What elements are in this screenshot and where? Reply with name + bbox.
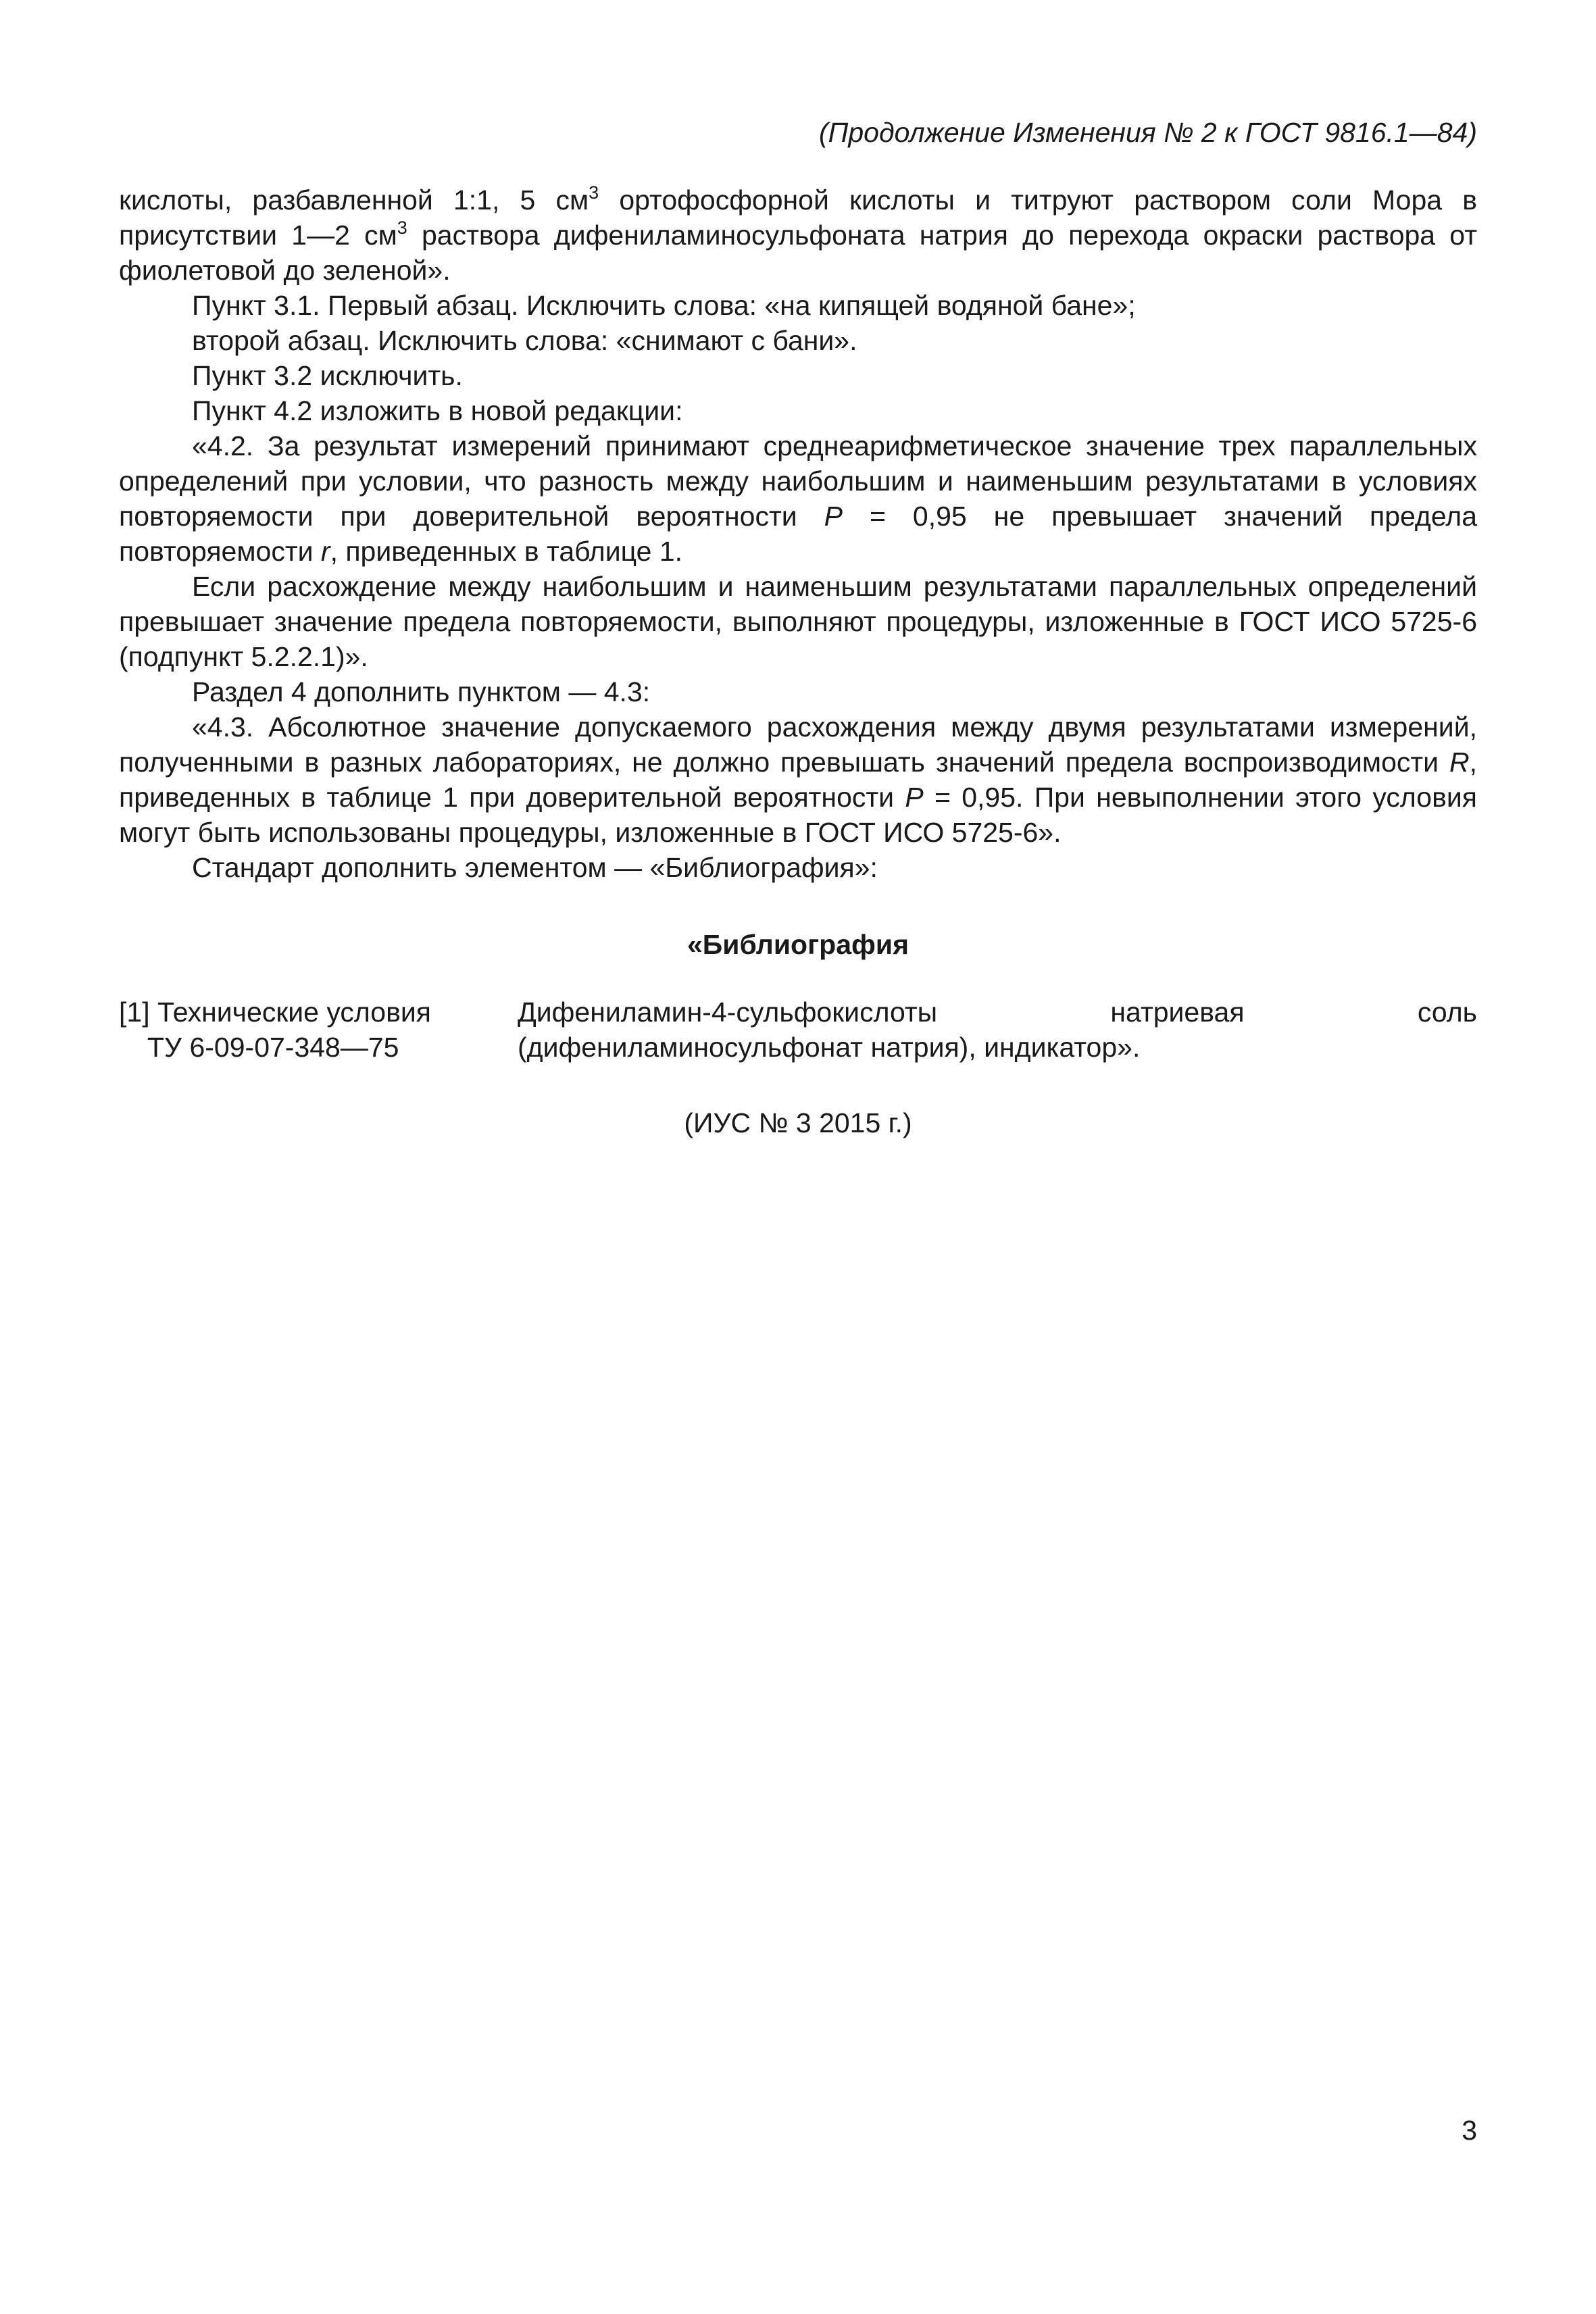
superscript: 3 [589,182,599,203]
text-segment: , приведенных в таблице 1. [330,536,683,567]
page-header: (Продолжение Изменения № 2 к ГОСТ 9816.1—84) [819,117,1477,148]
text-segment: кислоты, разбавленной 1:1, 5 см [119,184,589,216]
superscript: 3 [397,218,407,238]
variable-R: R [1449,747,1470,778]
bibliography-title: «Библиография [687,929,909,960]
paragraph-item-4-2 [119,428,1477,569]
paragraph-section-4-add: Раздел 4 дополнить пунктом — 4.3: [192,676,651,707]
document-page [119,115,1477,1140]
text-segment: ортофосфорной кислоты и титруют раствором соли Мора в присутствии 1—2 см [119,184,1477,251]
text-segment: «4.2. За результат измерений принимают среднеарифметическое значение трех параллельных определений при условии, что разность между наибольшим и наименьшим результатами в условиях повторяемости при доверительной вероятности [119,430,1477,532]
paragraph-item-4-2-intro: Пункт 4.2 изложить в новой редакции: [192,395,683,426]
text-segment: «4.3. Абсолютное значение допускаемого расхождения между двумя результатами измерений, полученными в разных лабораториях, не должно превышать значений предела воспроизводимости [119,711,1477,778]
variable-P: P [824,501,843,532]
text-segment: , приведенных в таблице 1 при доверительной вероятности [119,747,1477,813]
paragraph-divergence: Если расхождение между наибольшим и наименьшим результатами параллельных определений превышает значение предела повторяемости, выполняют процедуры, изложенные в ГОСТ ИСО 5725-6 (подпункт 5.2.2.1)». [119,571,1477,672]
paragraph-item-4-3 [119,709,1477,850]
page-number: 3 [1462,2115,1477,2146]
text-segment: раствора дифениламиносульфоната натрия до перехода окраски раствора от фиолетовой до зеленой». [119,220,1477,286]
ius-reference: (ИУС № 3 2015 г.) [684,1107,912,1138]
reference-line: [1] Технические условия [119,997,431,1028]
bibliography-description: Дифениламин-4-сульфокислоты натриевая соль (дифениламиносульфонат натрия), индикатор». [518,997,1477,1063]
paragraph-item-3-1: Пункт 3.1. Первый абзац. Исключить слова: «на кипящей водяной бане»; [192,290,1136,321]
paragraph-second-abzac: второй абзац. Исключить слова: «снимают с бани». [192,325,857,356]
text-segment: = 0,95 не превышает значений предела повторяемости [119,501,1477,567]
variable-P: P [905,782,924,813]
text-segment: = 0,95. При невыполнении этого условия могут быть использованы процедуры, изложенные в ГОСТ ИСО 5725-6». [119,782,1477,848]
reference-line: ТУ 6-09-07-348—75 [147,1032,399,1063]
bibliography-entry [119,995,1477,1065]
variable-r: r [320,536,330,567]
paragraph-standard-add: Стандарт дополнить элементом — «Библиография»: [192,852,878,883]
bibliography-reference [119,995,470,1065]
paragraph-item-3-2: Пункт 3.2 исключить. [192,360,463,391]
paragraph-continuation [119,182,1477,288]
